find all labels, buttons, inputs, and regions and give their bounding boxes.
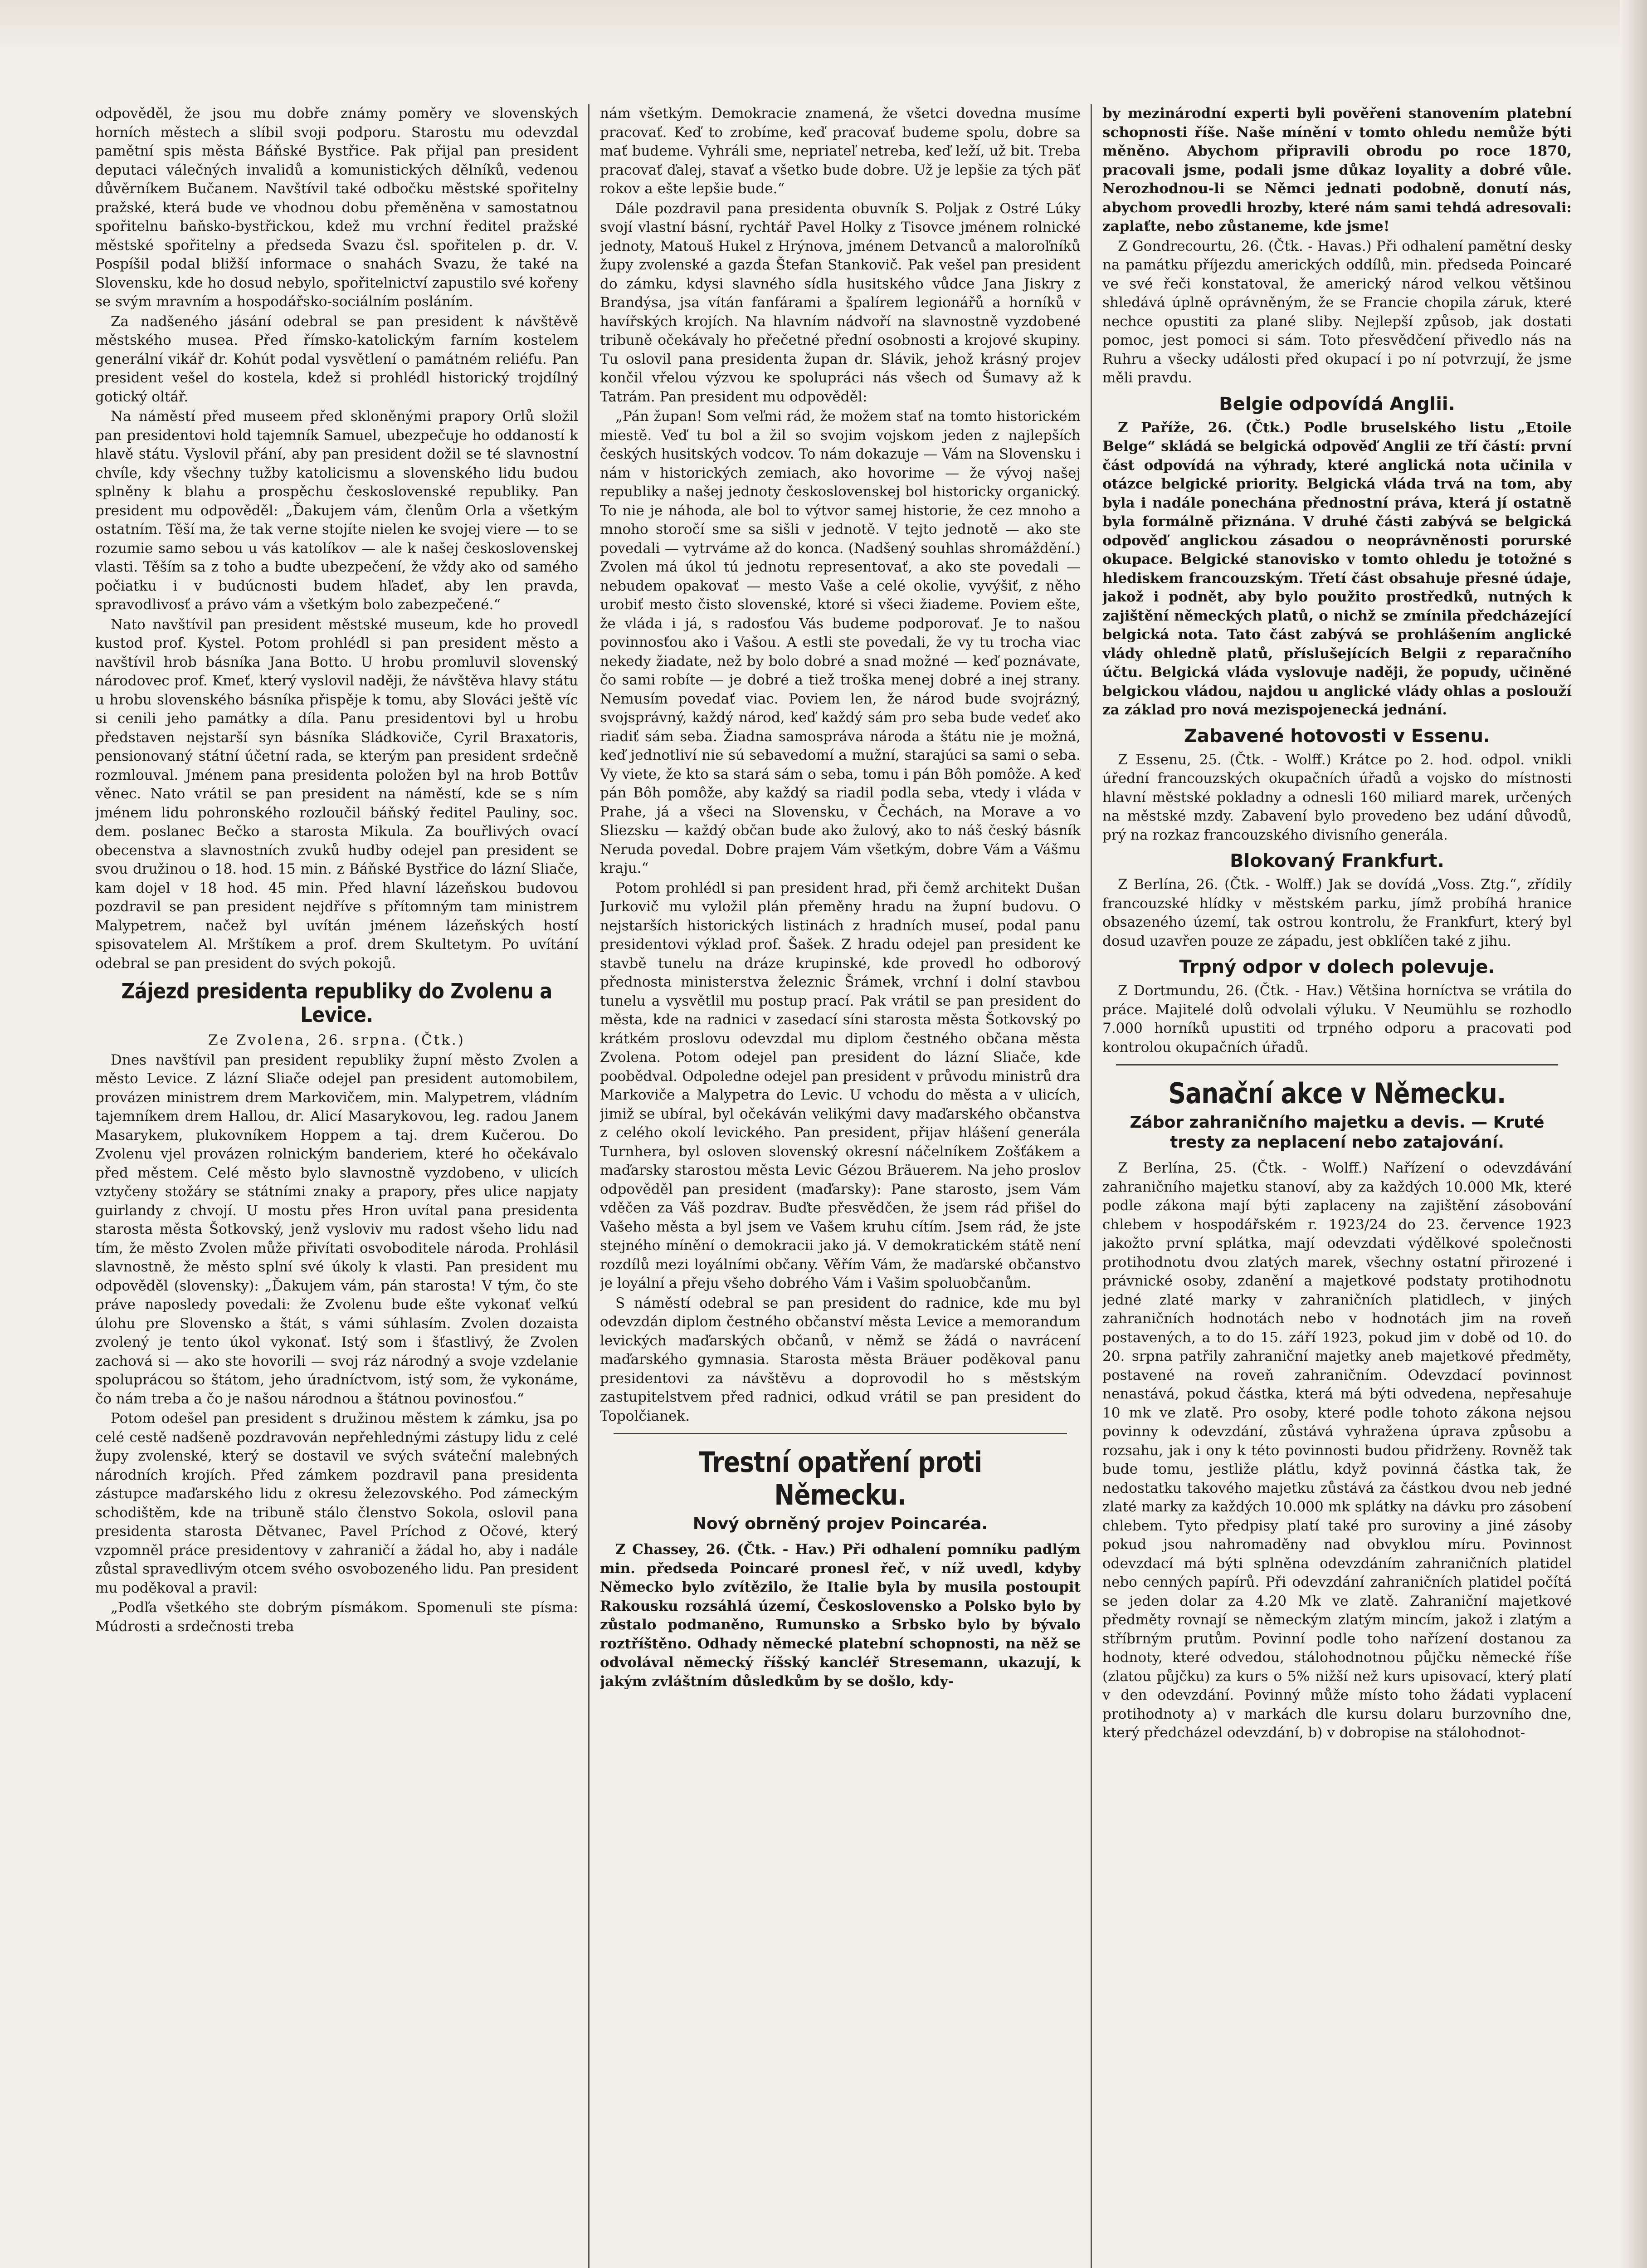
section-divider (1116, 1064, 1558, 1066)
article-paragraph: Z Berlína, 26. (Čtk. - Wolff.) Jak se dovídá „Voss. Ztg.“, zřídily francouzské hlídky v městském parku, jímž probíhá hranice obsazeného území, tak ostrou kontrolu, že Frankfurt, který byl dosud uzavřen pouze ze západu, jest obklíčen také z jihu. (1102, 876, 1572, 949)
headline-zajezd-presidenta: Zájezd presidenta republiky do Zvolenu a Levice. (121, 979, 552, 1027)
headline-trpny-odpor: Trpný odpor v dolech polevuje. (1179, 957, 1495, 978)
article-paragraph: Nato navštívil pan president městské museum, kde ho provedl kustod prof. Kystel. Potom prohlédl si pan president město a navštívil hrob básníka Jana Botto. U hrobu promluvil slovenský národovec prof. Kmeť, který vyslovil naději, že návštěva hlavy státu u hrobu slovenského básníka přispěje k tomu, aby Slováci ještě víc si cenili jeho památky a díla. Panu presidentovi byl u hrobu představen nejstarší syn básníka Sládkoviče, Cyril Braxatoris, pensionovaný státní účetní rada, se kterým pan president srdečně rozmlouval. Jménem pana presidenta položen byl na hrob Bottův věnec. Nato vrátil se pan president na náměstí, kde se s ním jménem lidu pohronského rozloučil báňský ředitel Pauliny, soc. dem. poslanec Bečko a starosta Mikula. Za bouřlivých ovací obecenstva a slavnostních zvuků hudby odejel pan president se svou družinou o 18. hod. 15 min. z Báňské Bystřice do lázní Sliače, kam dojel v 18 hod. 45 min. Před hlavní lázeňskou budovou pozdravil se pan president nejdříve s přítomným tam ministrem Malypetrem, načež byl uvítán jménem lázeňských hostí spisovatelem Al. Mrštíkem a prof. drem Skultetym. Po uvítání odebral se pan president do svých pokojů. (95, 616, 578, 972)
article-paragraph: Za nadšeného jásání odebral se pan president k návštěvě městského musea. Před římsko-katolickým farním kostelem generální vikář dr. Kohút podal vysvětlení o památném reliéfu. Pan president vešel do kostela, kdež si prohlédl historický trojdílný gotický oltář. (95, 313, 578, 405)
article-paragraph: „Pán župan! Som veľmi rád, že možem stať na tomto historickém miestě. Veď tu bol a žil so svojim vojskom jeden z najlepších českých husitských vodcov. To nám dokazuje — Vám na Slovensku i nám v historických zemiach, ako hovorime — že vývoj našej republiky a našej jednoty československej bol historicky organický. To nie je náhoda, ale bol to výtvor samej historie, že cez mnoho a mnoho storočí sme sa sišli v jednotě. V tejto jednotě — ako ste povedali — vytrváme až do konca. (Nadšený souhlas shromáždění.) Zvolen má úkol tú jednotu representovať, a ako ste povedali — nebudem opakovať — mesto Vaše a celé okolie, vyvýšiť, z něho urobiť mesto čisto slovenské, ktoré si všeci žiademe. Poviem ešte, že vláda i já, s radosťou Vás budeme podporovať. Je to našou povinnosťou ako i Vašou. A estli ste povedali, že vy tu trocha viac nekedy žiadate, než by bolo dobré a snad možné — keď poznávate, čo sami robíte — je dobré a tiež troška menej dobré a inej strany. Nemusím povedať viac. Poviem len, že národ bude svojrázný, svojsprávný, každý národ, keď každý sám pro seba bude vedeť ako riadiť sám seba. Žiadna samospráva národa a štátu nie je možná, keď jednotliví nie sú sebavedomí a mužní, starajúci sa sami o seba. Vy viete, že kto sa stará sám o seba, tomu i pán Bôh pomôže. A keď pán Bôh pomôže, aby každý sa riadil podla seba, vtedy i vláda v Prahe, já a všeci na Slovensku, v Čechách, na Morave a vo Sliezsku — každý občan bude ako žulový, ako to náš český básník Neruda povedal. Dobre prajem Vám všetkým, dobre Vám a Vášmu kraju.“ (600, 408, 1081, 876)
article-paragraph: Dále pozdravil pana presidenta obuvník S. Poljak z Ostré Lúky svojí vlastní básní, rychtář Pavel Holky z Tisovce jménem rolnické jednoty, Matouš Hukel z Hrýnova, jménem Detvanců a maloroľníků župy zvolenské a gazda Štefan Stankovič. Pak vešel pan president do zámku, kdysi slavného sídla husitského vůdce Jana Jiskry z Brandýsa, jsa vítán fanfárami a špalírem legionářů a horníků v havířských krojích. Na hlavním nádvoří na slavnostně vyzdobené tribuně očekávaly ho přečetné přední osobnosti a krojové skupiny. Tu oslovil pana presidenta župan dr. Slávik, jehož krásný projev končil vřelou výzvou ke spolupráci nás všech od Šumavy až k Tatrám. Pan president mu odpověděl: (600, 200, 1081, 405)
article-paragraph: Dnes navštívil pan president republiky župní město Zvolen a město Levice. Z lázní Sliače odejel pan president automobilem, provázen ministrem drem Markovičem, min. Malypetrem, vládním tajemníkem drem Hallou, dr. Alicí Masarykovou, leg. radou Janem Masarykem, plukovníkem Hoppem a taj. drem Kučerou. Do Zvolenu vjel provázen rolnickým banderiem, které ho očekávalo před městem. Celé město bylo slavnostně vyzdobeno, v ulicích vztyčeny stožáry se státními znaky a prapory, přes ulice napjaty guirlandy z chvojí. U mostu přes Hron uvítal pana presidenta starosta města Šotkovský, jenž vysloviv mu radost všeho lidu nad tím, že město Zvolen může přivítati osvoboditele národa. Prohlásil slavnostně, že město splní své úkoly k vlasti. Pan president mu odpověděl (slovensky): „Ďakujem vám, pán starosta! V tým, čo ste práve naposledy povedali: že Zvolenu bude ešte vykonať veľkú úlohu pre Slovensko a štát, s vámi súhlasím. Zvolen dozaista zvolený je tento úkol vykonať. Istý som i šťastlivý, že Zvolen zachová si — ako ste hovorili — svoj ráz národný a svoje vzdelanie spoluprácou so štátom, jeho úradníctvom, istý som, že vykonáme, čo nám treba a čo je našou národnou a štátnou povinosťou.“ (95, 1051, 578, 1407)
headline-frankfurt: Blokovaný Frankfurt. (1230, 850, 1444, 871)
subheadline-zabor: Zábor zahraničního majetku a devis. — Kruté tresty za neplacení nebo zatajování. (1130, 1113, 1545, 1152)
article-paragraph: Z Berlína, 25. (Čtk. - Wolff.) Nařízení o odevzdávání zahraničního majetku stanoví, aby za každých 10.000 Mk, které podle zákona mají býti zaplaceny na zajištění zásobování chlebem v hospodářském r. 1923/24 do 23. července 1923 jakožto první splátka, mají odevzdati výdělkové společnosti protihodnotu dvou zlatých marek, všechny ostatní přirozené i právnické osoby, zdanění a majetkové podstaty protihodnotu jedné zlaté marky v zahraničních platidlech, v jiných zahraničních hodnotách nebo v hodnotách jim na roveň postavených, a to do 15. září 1923, pokud jim v době od 10. do 20. srpna patřily zahraniční majetky aneb majetkové předměty, postavené na roveň zahraničním. Odevzdací povinnost nenastává, pokud částka, která má býti odvedena, nepřesahuje 10 mk ve zlatě. Pro osoby, které podle tohoto zákona nejsou povinny k odevzdání, zůstává vyhražena úprava způsobu a rozsahu, jak i ony k této povinnosti budou přidrženy. Rovněž tak bude tomu, jestliže plátlu, když povinná částka tak, že nedostatku takového majetku zůstává za částkou dvou neb jedné zlaté marky za každých 10.000 mk splátky na dávku pro zásobení chlebem. Tyto předpisy platí také pro suroviny a jiné zásoby pokud jsou nahromaděny nad obvyklou míru. Povinnost odevzdací má býti splněna odevzdáním zahraničních platidel nebo cenných papírů. Při odevzdání zahraničních platidel počítá se jeden dolar za 4.20 Mk ve zlatě. Zahraniční majetkové předměty rovnají se německým zlatým mincím, jakož i zlatým a stříbrným prutům. Povinní podle toho nařízení dostanou za hodnoty, které odvedou, stálohodnotnou půjčku německé říše (zlatou půjčku) za kurs o 5% nižší než kurs upisovací, který platí v den odevzdání. Povinný může místo toho žádati vyplacení protihodnoty a) v markách dle kursu dolaru burzovního dne, který předcházel odevzdání, b) v dobropise na stálohodnot- (1102, 1160, 1572, 1741)
headline-trestni-opatreni: Trestní opatření proti Německu. (698, 1446, 982, 1511)
section-divider (614, 1433, 1067, 1434)
article-paragraph: „Podľa všetkého ste dobrým písmákom. Spomenuli ste písma: Múdrosti a srdečnosti treba (95, 1599, 578, 1635)
article-paragraph: Z Gondrecourtu, 26. (Čtk. - Havas.) Při odhalení pamětní desky na památku příjezdu amerických oddílů, min. předseda Poincaré ve své řeči konstatoval, že americký národ velkou většinou shledává úplně oprávněným, že se Francie chopila záruk, které nechce opustiti za plané sliby. Nejlepší způsob, jak dostati pomoc, jest pomoci si sám. Toto přesvědčení přivedlo nás na Ruhru a všecky události před okupací i po ní potvrzují, že jsme měli pravdu. (1102, 238, 1572, 386)
headline-belgie: Belgie odpovídá Anglii. (1219, 393, 1455, 415)
dateline: Ze Zvolena, 26. srpna. (Čtk.) (208, 1032, 465, 1048)
article-paragraph: by mezinárodní experti byli pověřeni stanovením platební schopnosti říše. Naše mínění v tomto ohledu nemůže býti měněno. Abychom připravili obrodu po roce 1870, pracovali jsme, podali jsme důkaz loyality a dobré vůle. Nerozhodnou-li se Němci jednati podobně, donutí nás, abychom provedli hrozby, které nám sami tehdá adresovali: zaplaťte, nebo zůstaneme, kde jsme! (1102, 105, 1572, 235)
article-paragraph: Na náměstí před museem před skloněnými prapory Orlů složil pan presidentovi hold tajemník Samuel, ubezpečuje ho oddaností k hlavě státu. Vyslovil přání, aby pan president dožil se té slavnostní chvíle, kdy všechny tužby katolicismu a slovenského lidu budou splněny k blahu a prospěchu československé republiky. Pan president mu odpověděl: „Ďakujem vám, členům Orla a všetkým ostatním. Těší ma, že tak verne stojíte nielen ke svojej viere — to se rozumie samo sebou u vás katolíkov — ale k našej československej vlasti. Těším sa z toho a budte ubezpečení, že vždy ako od samého počiatku i v budúcnosti budem hľadeť, aby len pravda, spravodlivosť a právo vám a všetkým bolo zabezpečené.“ (95, 408, 578, 613)
article-paragraph: Z Essenu, 25. (Čtk. - Wolff.) Krátce po 2. hod. odpol. vnikli úřední francouzských okupačních úřadů a vojsko do místnosti hlavní městské pokladny a odnesli 160 miliard marek, určených na městské mzdy. Zabavení bylo provedeno bez udání důvodů, prý na rozkaz francouzského divisního generála. (1102, 751, 1572, 843)
article-paragraph: odpověděl, že jsou mu dobře známy poměry ve slovenských horních městech a slíbil svoji podporu. Starostu mu odevzdal pamětní spis města Báňské Bystřice. Pak přijal pan president deputaci válečných invalidů a komunistických dělníků, vedenou důvěrníkem Bučanem. Navštívil také odbočku městské spořitelny pražské, která bude ve vhodnou dobu přeměněna v samostatnou spořitelnu baňsko-bystřickou, kdež mu vrchní ředitel pražské městské spořitelny a předseda Svazu čsl. spořitelen p. dr. V. Pospíšil podal bližší informace o snahách Svazu, že také na Slovensku, kde ho dosud nebylo, spořitelnictví zapustilo své kořeny se svým mravním a hospodářsko-sociálním posláním. (95, 105, 578, 310)
article-paragraph: Z Paříže, 26. (Čtk.) Podle bruselského listu „Etoile Belge“ skládá se belgická odpověď Anglii ze tří částí: první část odpovídá na výhrady, které anglická nota učinila v otázce belgické priority. Belgická vláda trvá na tom, aby byla i nadále ponechána přednostní práva, která jí ostatně byla formálně přiznána. V druhé části zabývá se belgická odpověď anglickou zásadou o neoprávněnosti porurské okupace. Belgické stanovisko v tomto ohledu je totožné s hlediskem francouzským. Třetí část obsahuje přesné údaje, jakož i podnět, aby bylo použito prostředků, nutných k zajištění německých platů, o nichž se zmínila předcházející belgická nota. Tato část zabývá se prohlášením anglické vlády ohledně platů, příslušejících Belgii z reparačního účtu. Belgická vláda vyslovuje naději, že popudy, učiněné belgickou vládou, najdou u anglické vlády ohlas a poslouží za základ pro nová mezispojenecká jednání. (1102, 419, 1572, 718)
column-rule-2 (1091, 104, 1092, 2268)
article-paragraph: Z Dortmundu, 26. (Čtk. - Hav.) Většina horníctva se vrátila do práce. Majitelé dolů odvolali výluku. V Neumühlu se rozhodlo 7.000 horníků upustiti od trpného odporu a pracovati pod kontrolou okupačních úřadů. (1102, 982, 1572, 1056)
scan-top-shadow (0, 0, 1647, 54)
article-paragraph: Z Chassey, 26. (Čtk. - Hav.) Při odhalení pomníku padlým min. předseda Poincaré pronesl řeč, v níž uvedl, kdyby Německo bylo zvítězilo, že Italie byla by musila postoupit Rakousku rozsáhlá území, Československo a Polsko bylo by zůstalo podmaněno, Rumunsko a Srbsko bylo by bývalo roztříštěno. Odhady německé platební schopnosti, na něž se odvolával německý říšský kancléř Stresemann, ukazují, k jakým zvláštním důsledkům by se došlo, kdy- (600, 1541, 1081, 1690)
headline-sanacni-akce: Sanační akce v Německu. (1168, 1077, 1506, 1110)
article-paragraph: nám všetkým. Demokracie znamená, že všetci dovedna musíme pracovať. Keď to zrobíme, keď pracovať budeme spolu, dobre sa mať budeme. Vyhráli sme, nepriateľ netreba, keď leží, už bit. Treba pracovať ďalej, stavať a všetko bude dobre. Už je lepšie za tých päť rokov a ešte lepšie bude.“ (600, 105, 1081, 197)
column-3 (1102, 104, 1572, 2268)
column-rule-1 (588, 104, 590, 2268)
article-paragraph: Potom odešel pan president s družinou městem k zámku, jsa po celé cestě nadšeně pozdravován nepřehlednými zástupy lidu z celé župy zvolenské, který se dostavil ve svých sváteční malebných národních krojích. Před zámkem pozdravil pana presidenta zástupce maďarského lidu z okresu železovského. Pod zámeckým schodištěm, kde na tribuně stálo členstvo Sokola, oslovil pana presidenta starosta Dětvanec, Pavel Príchod z Očové, který vzpomněl práce presidentovy v zahraničí a žádal ho, aby i nadále zůstal spravedlivým otcem svého osvobozeného lidu. Pan president mu poděkoval a pravil: (95, 1410, 578, 1596)
headline-essen: Zabavené hotovosti v Essenu. (1184, 725, 1491, 747)
subheadline-poincare: Nový obrněný projev Poincaréa. (692, 1515, 988, 1533)
page-columns (95, 104, 1579, 2268)
article-paragraph: S náměstí odebral se pan president do radnice, kde mu byl odevzdán diplom čestného občanství města Levice a memorandum levických maďarských občanů, v němž se žádá o navrácení maďarského gymnasia. Starosta města Bräuer poděkoval panu presidentovi za návštěvu a doprovodil ho s městským zastupitelstvem před radnici, odkud vrátil se pan president do Topolčianek. (600, 1295, 1081, 1424)
column-1 (95, 104, 578, 2268)
article-paragraph: Potom prohlédl si pan president hrad, při čemž architekt Dušan Jurkovič mu vyložil plán přeměny hradu na župní budovu. O nejstarších historických listinách z hradních museí, podal panu presidentovi výklad prof. Šašek. Z hradu odejel pan president ke stavbě tunelu na dráze krupinské, kde provedl ho odborový přednosta ministerstva železnic Šrámek, vrchní i dolní stavbou tunelu a vysvětlil mu postup prací. Pak vrátil se pan president do města, kde na radnici v zasedací síni starosta města Šotkovský po krátkém proslovu odevzdal mu diplom čestného občana města Zvolena. Potom odejel pan president do lázní Sliače, kde poobědval. Odpoledne odejel pan president v průvodu ministrů dra Markoviče a Malypetra do Levic. U vchodu do města a v ulicích, jimiž se ubíral, byl očekáván velikými davy maďarského občanstva z celého okolí levického. Pan president, přijav hlášení generála Turnhera, byl osloven slovenský okresní náčelníkem Zošťákem a maďarsky starostou města Levic Gézou Bräuerem. Na jeho proslov odpověděl pan president (maďarsky): Pane starosto, jsem Vám vděčen za Váš pozdrav. Buďte přesvědčen, že jsem rád přišel do Vašeho města a byl jsem ve Vašem kruhu cítím. Jsem rád, že jste stejného mínění o demokracii jako já. V demokratickém státě není rozdílů mezi loyálními občany. Věřím Vám, že maďarské občanstvo je loyální a přeju všeho dobrého Vám i Vašim spoluobčanům. (600, 880, 1081, 1291)
column-2 (600, 104, 1081, 2268)
scan-right-edge (1620, 0, 1647, 2268)
